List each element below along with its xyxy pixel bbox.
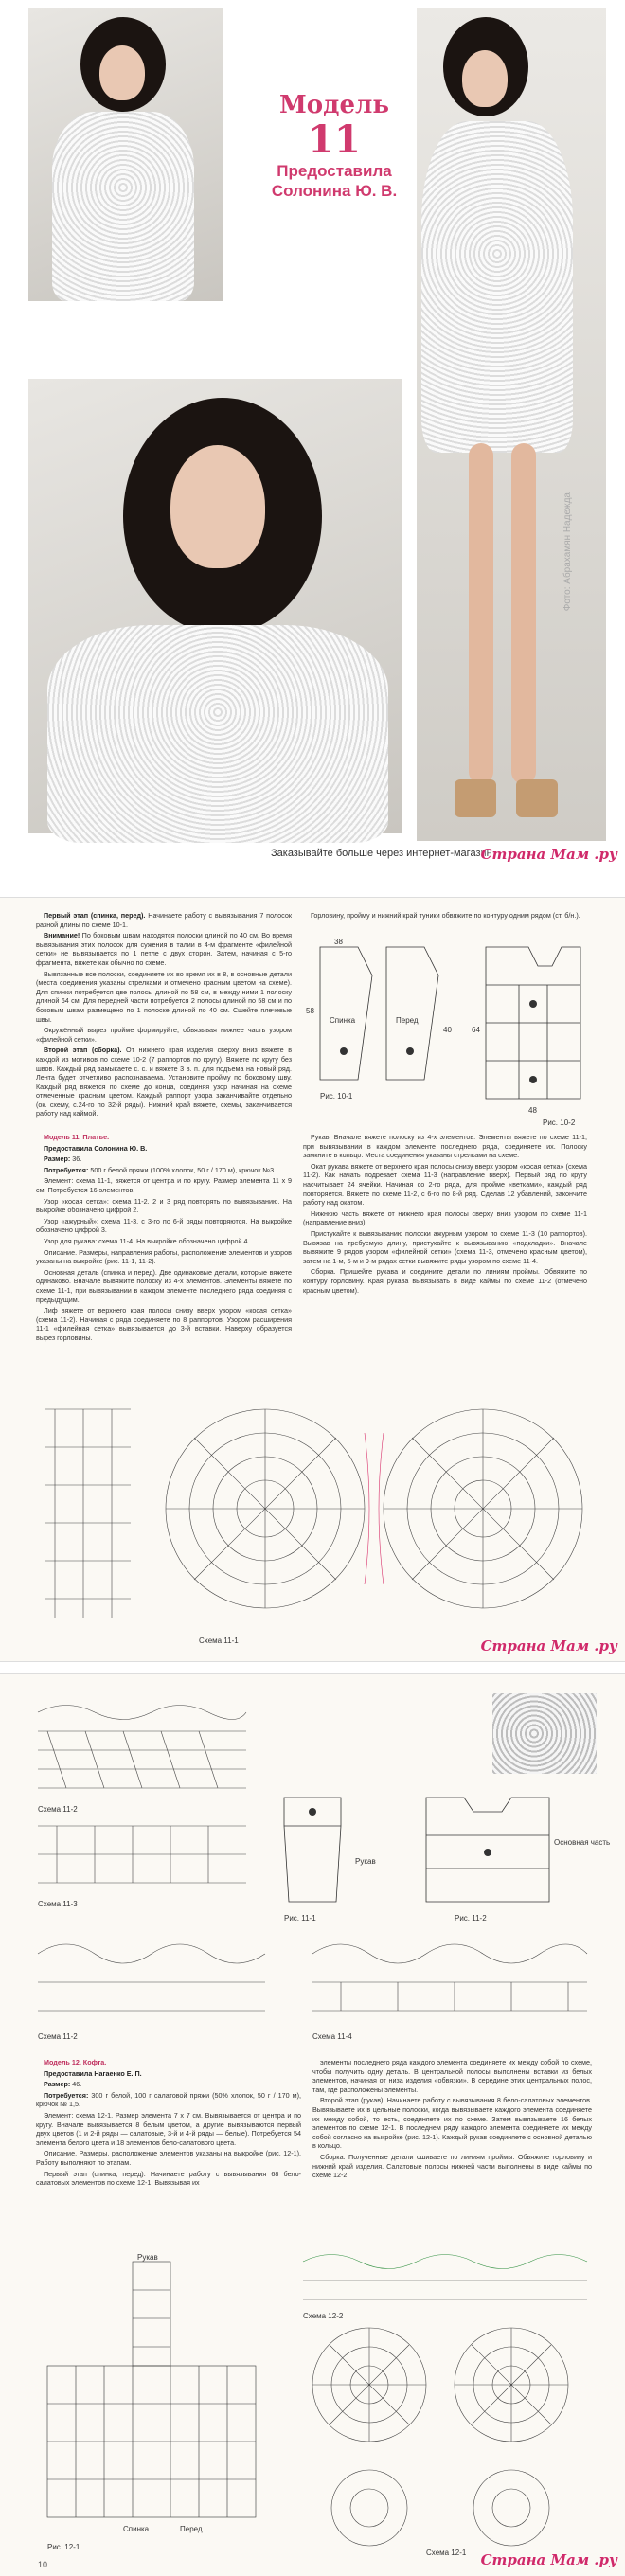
text-column-1 [36,911,292,1120]
watermark: Страна Мам .ру [480,846,617,863]
paragraph: Сборка. Полученные детали сшиваете по линиям проймы. Обвяжите горловину и нижний край изделия. Салатовые полосы нижней части выполнены в виде каймы по схеме 12-2. [312,2152,592,2180]
dim-64: 64 [472,1026,480,1034]
model-11-author: Предоставила Солонина Ю. В. [44,1143,148,1153]
photo-knit-sample [492,1693,597,1774]
model-12-title: Модель 12. Кофта. [44,2058,107,2066]
paragraph: Нижнюю часть вяжете от нижнего края полосы сверху вниз узором по схеме 11-1 (направление вниз). [303,1208,587,1227]
label-back-12: Спинка [123,2525,150,2533]
scheme-11-4-label: Схема 11-4 [312,2032,352,2041]
label-front-12: Перед [180,2525,203,2533]
photo-credit: Фото: Абрахамян Надежда [562,492,573,612]
paragraph: элементы последнего ряда каждого элемента соединяете их между собой по схеме, чтобы получить одну деталь. В центральной полосы выполнены вставки из белых элементов, начиная от низа изделия «обвязки». В середине этих центральных полос, там, где расположены элементы. [312,2058,592,2094]
credit-line-1: Предоставила [277,162,392,180]
paragraph: Начинаете работу с вывязывания 7 полосок разной длины по схеме 10-1. [36,911,292,929]
pattern-front-piece [386,947,438,1080]
label-back: Спинка [330,1016,356,1025]
photo-model-closeup [28,379,402,833]
crochet-schemes-11-2-11-3 [28,1693,256,1925]
photo-model-front-seated [28,8,223,301]
pattern-back-piece [320,947,372,1080]
paragraph: Горловину, пройму и нижний край туники обвяжите по контуру одним рядом (ст. б/н.). [311,911,580,920]
paragraph: Окат рукава вяжете от верхнего края полосы снизу вверх узором «косая сетка» (схема 11-2). Как начать подрезает схема 11-3 (направление вверх). Первый ряд по кругу насчитывает 24 ячейки. Начиная со 2-го ряда, для пройме «ветками», каждый ряд повторяется. Вяжете по схеме 11-2, с 6-го по 8-й ряд. Сделав 12 убавлений, закончите работу над окатом. [303,1161,587,1208]
watermark: Страна Мам .ру [480,2551,617,2568]
fig-12-1-label: Рис. 12-1 [47,2543,80,2551]
text-column-2 [303,911,587,922]
fig-11-2-label: Рис. 11-2 [455,1914,487,1923]
size-value: 36. [72,1154,82,1164]
paragraph: Рукав. Вначале вяжете полоску из 4-х элементов. Элементы вяжете по схеме 11-1, при вывязывании в каждом элементе последнего ряда, соединяете их. Полоску замкните в кольцо. Места соединения указаны стрелками на схеме. [303,1133,587,1160]
model-title-block [254,91,415,201]
paragraph: Окружённый вырез пройме формируйте, обвязывая нижнее часть узором «филейной сетки». [36,1026,292,1044]
text-column-4 [303,1133,587,1297]
pattern-figure-10 [301,938,595,1127]
paragraph: Первый этап (спинка, перед). Начинаете работу с вывязывания 68 бело-салатовых элементов по схеме 12-1. Вывязывая их [36,2169,301,2188]
model-11-instructions [36,1133,292,1344]
paragraph: Описание. Размеры, направления работы, расположение элементов и узоров указаны на выкройке (рис. 11-1, 11-2). [36,1247,292,1266]
credit-line-2: Солонина Ю. В. [271,182,398,200]
needed-value: 500 г белой пряжи (100% хлопок, 50 г / 170 м), крючок №3. [90,1165,277,1174]
crochet-scheme-11-1 [142,1376,587,1651]
fig-10-1-label: Рис. 10-1 [320,1092,353,1100]
first-stage-heading: Первый этап (спинка, перед). [44,911,146,920]
paragraph: Элемент: схема 11-1, вяжется от центра и по кругу. Размер элемента 11 х 9 см. Потребуется 16 элементов. [36,1176,292,1194]
dim-38: 38 [334,938,343,946]
needed-label: Потребуется: [44,1165,89,1174]
label-sleeve: Рукав [355,1857,376,1866]
paragraph: Основная деталь (спинка и перед). Две одинаковые детали, которые вяжете одинаково. Вначале вывяжите полоску из 4-х элементов. Элементы вяжете по схеме 11-1, при вывязывании в каждом элементе последнего ряда соединяя с предыдущим. [36,1267,292,1304]
model-12-author: Предоставила Нагаенко Е. П. [44,2068,142,2078]
paragraph: Элемент: схема 12-1. Размер элемента 7 х 7 см. Вывязывается от центра и по кругу. Вначале вывязывается 8 белым цветом, а другие вывязываются первый двух цветов (1 и 2-й ряды — салатовые, 3-й и 4-й ряды — белые). Потребуется 54 элемента белого цвета и 18 элементов бело-салатового цвета. [36,2110,301,2147]
size-value: 46. [72,2080,82,2089]
crochet-scheme-12-1 [294,2243,606,2565]
magazine-page-instructions-11 [0,898,625,1661]
label-main: Основная часть [554,1838,611,1847]
page-number: 10 [38,2560,48,2569]
paragraph: Узор «косая сетка»: схема 11-2. 2 и 3 ряд повторять по вывязыванию. На выкройке обозначено цифрой 2. [36,1196,292,1215]
scheme-11-1-label: Схема 11-1 [199,1637,239,1645]
scheme-12-1-label: Схема 12-1 [426,2549,467,2557]
paragraph: Узор для рукава: схема 11-4. На выкройке обозначено цифрой 4. [44,1236,250,1245]
dim-40: 40 [443,1026,452,1034]
scheme-12-2-label: Схема 12-2 [303,2312,344,2320]
paragraph: Пристукайте к вывязыванию полоски ажурным узором по схеме 11-3 (10 раппортов). Вывязав на требуемую длину, пристукайте к вывязыванию «подкладки». Вначале вывяжите 9 рядов узором «филейной сетки» (схема 11-3, отмечено красным цветом), затем на 1-м, 5-м и 9-м рядах сетки вывяжите ряды узором по схеме 11-4. [303,1228,587,1265]
paragraph: Второй этап (рукав). Начинаете работу с вывязывания 8 бело-салатовых элементов. Вывязываете их в цельные полоски, когда вывязываете каждого элемента соединяете их между собой, то есть, соединяете их по схеме. Затем вывязываете 16 белых элементов по схеме 12-1. В последнем ряду каждого элемента соединяете их между собой согласно на выкройке (рис. 12-1). Каждый рукав соединяете с основной деталью в кольцо. [312,2096,592,2151]
crochet-scheme-11-4 [28,1935,597,2048]
needed-label: Потребуется: [44,2090,89,2100]
label-front: Перед [396,1016,419,1025]
magazine-page-photos [0,0,625,881]
watermark: Страна Мам .ру [480,1637,617,1655]
magazine-page-instructions-12 [0,1674,625,2576]
scheme-11-2-bottom-label: Схема 11-2 [38,2032,78,2041]
fig-11-1-label: Рис. 11-1 [284,1914,316,1923]
text-column-model-12-right [312,2058,592,2182]
size-label: Размер: [44,1154,71,1164]
model-label: Модель [279,91,389,119]
dim-48: 48 [528,1106,537,1115]
second-stage-heading: Второй этап (сборка). [44,1046,122,1055]
crochet-scheme-fragment [36,1390,140,1646]
model-number: 11 [308,117,361,162]
dim-58: 58 [306,1007,314,1015]
order-text: Заказывайте больше через интернет-магазин [271,848,492,859]
photo-model-full-length [417,8,606,841]
paragraph: От нижнего края изделия сверху вниз вяжете в каждой из мотивов по схеме 10-2 (7 раппортов по кругу). Вяжете по кругу без швов. Каждый ряд замыкаете с. с. и вяжете 3 в. п. для подъема на новый ряд. Лента будет отчетливо распознаваема. Установите пройму по боковому шву. Каждый ряд вяжется по схеме до конца, соединяя узор начиная на схеме отмеченные красным цветом. Каждый раппорт узора заканчивайте отдельно (ок. схему, с.24-го по 32-й ряды). Нижний край вяжете, схемы, заканчивается работу над каймой. [36,1046,293,1118]
paragraph: Узор «ажурный»: схема 11-3. с 3-го по 6-й ряды повторяются. На выкройке обозначено цифрой 3. [36,1216,292,1235]
paragraph: Сборка. Пришейте рукава и соедините детали по линиям проймы. Обвяжите по контуру горловину. Края рукава вывязывать в виде каймы по схеме 11-2 (отмечено красным цветом). [303,1267,587,1295]
paragraph: Вывязанные все полоски, соединяете их во время их в 8, в основные детали (места соединения указаны стрелками и отмечено красным цветом на схеме). Для спинки потребуется две полосы длиной по 58 см, в между ними 1 полоску длиной 64 см. Для передней части потребуется 2 полосы длиной по 58 см и по боковым швам размещено по 1 полоске длиной по 40 см. Сшейте плечевые швы. [36,969,292,1024]
attention-heading: Внимание! [44,931,80,940]
paragraph: Описание. Размеры, расположение элементов указаны на выкройке (рис. 12-1). Работу выполняют по этапам. [36,2149,301,2167]
model-12-instructions [36,2058,301,2190]
fig-10-2-label: Рис. 10-2 [543,1118,576,1127]
scheme-11-3-label: Схема 11-3 [38,1900,78,1908]
needed-value: 300 г белой, 100 г салатовой пряжи (50% хлопок, 50 г / 170 м), крючок № 1,5. [36,2090,301,2109]
model-11-title: Модель 11. Платье. [44,1133,110,1141]
pattern-figure-11 [265,1788,611,1930]
paragraph: По боковым швам находятся полоски длиной по 40 см. Во время вывязывания этих полосок для сужения в талии в 4-м фрагменте «филейной сетки» не вывязывается по 1 петле с двух сторон. Затем, начиная с 5-го фрагмента, вяжете как обычно по схеме. [36,931,293,967]
scheme-11-2-label: Схема 11-2 [38,1805,78,1814]
label-sleeve-top: Рукав [137,2253,158,2262]
paragraph: Лиф вяжете от верхнего края полосы снизу вверх узором «косая сетка» (схема 11-2). Начиная с ряда соединяете по 8 раппортов. Узором расширения 11-1 «филейная сетка» вывязывается до 3-й вставки. Наверху образуется вырез горловины. [36,1306,292,1342]
size-label: Размер: [44,2080,71,2089]
pattern-figure-12-1 [28,2252,284,2555]
